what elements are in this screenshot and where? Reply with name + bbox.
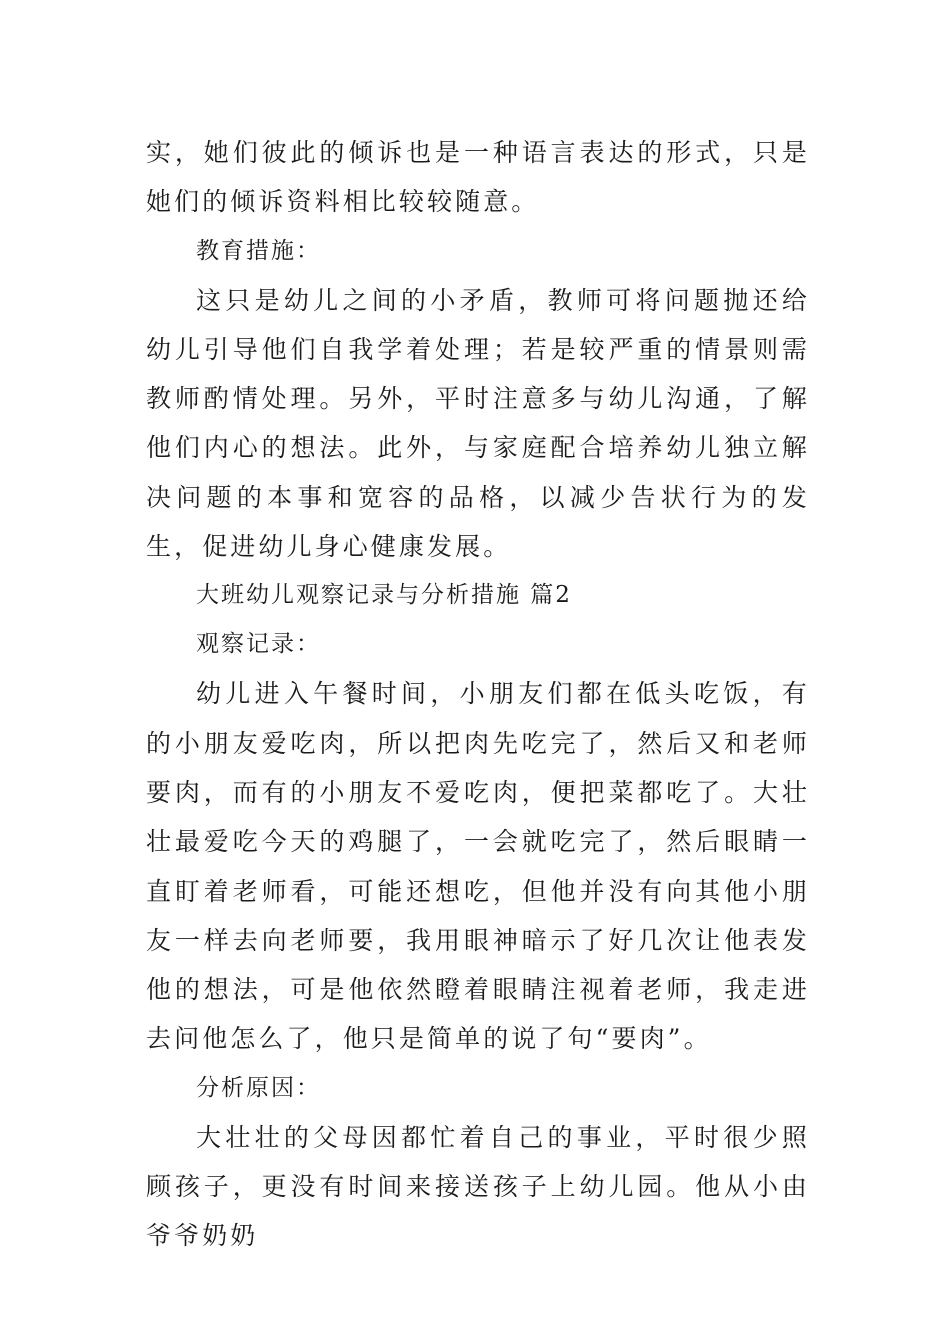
section-title: 大班幼儿观察记录与分析措施 篇2 [196, 582, 572, 609]
heading-education-measures: 教育措施： [196, 237, 321, 264]
document-body [146, 128, 810, 1261]
paragraph-analysis: 大壮壮的父母因都忙着自己的事业，平时很少照顾孩子，更没有时间来接送孩子上幼儿园。他从小由爷爷奶奶 [146, 1122, 810, 1251]
heading-cause-analysis: 分析原因： [196, 1074, 321, 1101]
paragraph-measures: 这只是幼儿之间的小矛盾，教师可将问题抛还给幼儿引导他们自我学着处理；若是较严重的情景则需教师酌情处理。另外，平时注意多与幼儿沟通，了解他们内心的想法。此外，与家庭配合培养幼儿独立解决问题的本事和宽容的品格，以减少告状行为的发生，促进幼儿身心健康发展。 [146, 285, 810, 562]
heading-observation-record: 观察记录： [196, 631, 321, 658]
paragraph-continuation: 实，她们彼此的倾诉也是一种语言表达的形式，只是她们的倾诉资料相比较较随意。 [146, 138, 810, 217]
paragraph-observation: 幼儿进入午餐时间，小朋友们都在低头吃饭，有的小朋友爱吃肉，所以把肉先吃完了，然后又和老师要肉，而有的小朋友不爱吃肉，便把菜都吃了。大壮壮最爱吃今天的鸡腿了，一会就吃完了，然后眼睛一直盯着老师看，可能还想吃，但他并没有向其他小朋友一样去向老师要，我用眼神暗示了好几次让他表发他的想法，可是他依然瞪着眼睛注视着老师，我走进去问他怎么了，他只是简单的说了句“要肉”。 [146, 679, 810, 1054]
